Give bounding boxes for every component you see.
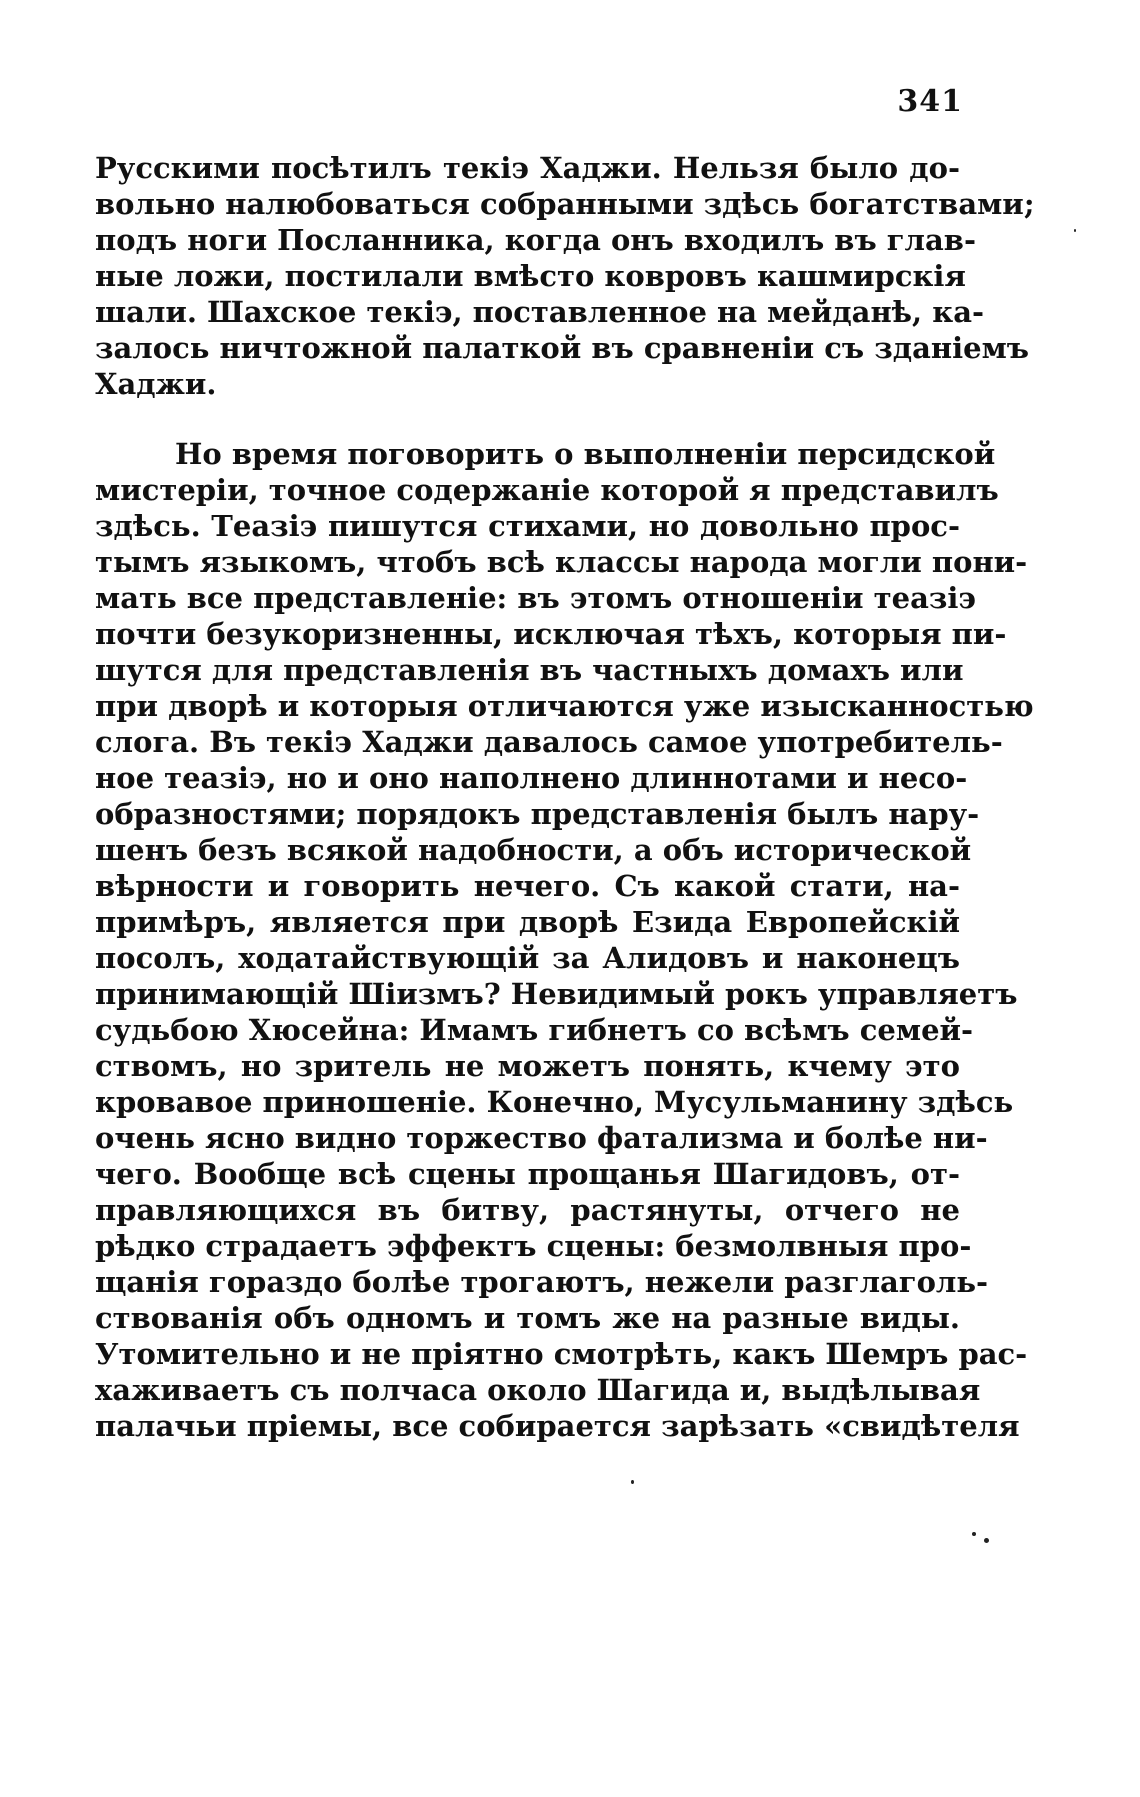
text-line: шутся для представленія въ частныхъ домахъ или: [95, 653, 964, 687]
print-speck: [972, 1532, 976, 1536]
text-line: шали. Шахское текіэ, поставленное на мейданѣ, ка-: [95, 295, 985, 329]
text-line: вольно налюбоваться собранными здѣсь богатствами;: [95, 187, 1035, 221]
text-line: примѣръ, является при дворѣ Езида Европейскій: [95, 905, 960, 939]
text-line: судьбою Хюсейна: Имамъ гибнетъ со всѣмъ семей-: [95, 1013, 974, 1047]
text-line: мистеріи, точное содержаніе которой я представилъ: [95, 473, 999, 507]
text-line: принимающій Шіизмъ? Невидимый рокъ управляетъ: [95, 977, 1018, 1011]
text-line: ные ложи, постилали вмѣсто ковровъ кашмирскія: [95, 259, 966, 293]
text-line: посолъ, ходатайствующій за Алидовъ и наконецъ: [95, 941, 960, 975]
text-line: чего. Вообще всѣ сцены прощанья Шагидовъ, от-: [95, 1157, 960, 1191]
page-number: 341: [897, 84, 963, 119]
text-line: хаживаетъ съ полчаса около Шагида и, выдѣлывая: [95, 1373, 981, 1407]
text-line: образностями; порядокъ представленія былъ нару-: [95, 797, 980, 831]
text-line: Русскими посѣтилъ текіэ Хаджи. Нельзя было до-: [95, 151, 960, 185]
text-line: Утомительно и не пріятно смотрѣть, какъ Шемръ рас-: [95, 1337, 1028, 1371]
text-line: слога. Въ текіэ Хаджи давалось самое употребитель-: [95, 725, 1003, 759]
text-line: подъ ноги Посланника, когда онъ входилъ въ глав-: [95, 223, 976, 257]
text-line: ное теазіэ, но и оно наполнено длиннотами и несо-: [95, 761, 968, 795]
text-line: Но время поговорить о выполненіи персидской: [175, 437, 996, 471]
text-line: тымъ языкомъ, чтобъ всѣ классы народа могли пони-: [95, 545, 1028, 579]
text-line: вѣрности и говорить нечего. Съ какой стати, на-: [95, 869, 960, 903]
print-speck: [984, 1538, 989, 1543]
text-line: залось ничтожной палаткой въ сравненіи съ зданіемъ: [95, 331, 1030, 365]
print-speck: [1074, 229, 1076, 232]
print-speck: [631, 1480, 634, 1484]
text-line: шенъ безъ всякой надобности, а объ исторической: [95, 833, 972, 867]
paragraph-2: [95, 436, 1034, 1444]
text-line: очень ясно видно торжество фатализма и болѣе ни-: [95, 1121, 988, 1155]
text-line: при дворѣ и которыя отличаются уже изысканностью: [95, 689, 1034, 723]
text-line: ствованія объ одномъ и томъ же на разные виды.: [95, 1301, 960, 1335]
text-line: почти безукоризненны, исключая тѣхъ, которыя пи-: [95, 617, 1007, 651]
text-line: правляющихся въ битву, растянуты, отчего не: [95, 1193, 960, 1227]
text-line: мать все представленіе: въ этомъ отношеніи теазіэ: [95, 581, 977, 615]
text-line: ствомъ, но зритель не можетъ понять, кчему это: [95, 1049, 960, 1083]
text-line: Хаджи.: [95, 367, 217, 401]
text-line: кровавое приношеніе. Конечно, Мусульманину здѣсь: [95, 1085, 1014, 1119]
text-line: здѣсь. Теазіэ пишутся стихами, но довольно прос-: [95, 509, 960, 543]
text-line: палачьи пріемы, все собирается зарѣзать «свидѣтеля: [95, 1409, 1020, 1443]
text-line: щанія гораздо болѣе трогаютъ, нежели разглаголь-: [95, 1265, 989, 1299]
text-line: рѣдко страдаетъ эффектъ сцены: безмолвныя про-: [95, 1229, 972, 1263]
paragraph-1: [95, 150, 1035, 402]
